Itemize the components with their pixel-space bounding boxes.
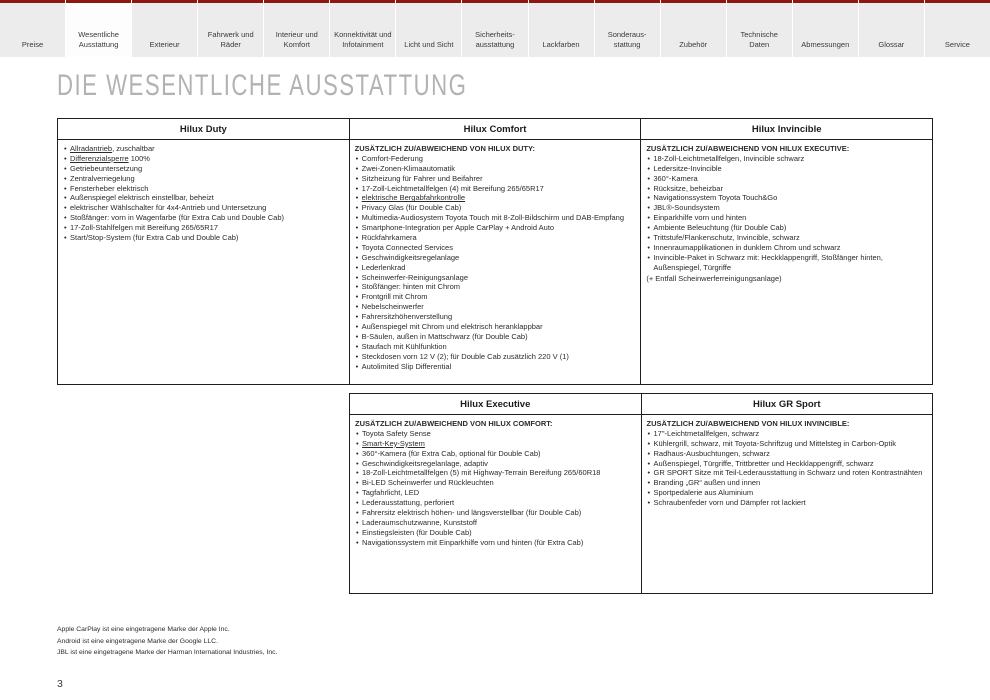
equipment-item: • Außenspiegel elektrisch einstellbar, beheizt [63,193,344,203]
equipment-item: • Sitzheizung für Fahrer und Beifahrer [355,174,636,184]
equipment-item: • Frontgrill mit Chrom [355,292,636,302]
equipment-item: • Geschwindigkeitsregelanlage, adaptiv [355,459,636,469]
equipment-item: • Navigationssystem Toyota Touch&Go [646,193,927,203]
equipment-item: • Multimedia-Audiosystem Toyota Touch mit 8-Zoll-Bildschirm und DAB-Empfang [355,213,636,223]
tab-service[interactable] [925,0,990,57]
tab-label: Interieur und Komfort [275,29,318,49]
equipment-item: • Außenspiegel mit Chrom und elektrisch heranklappbar [355,322,636,332]
column-subtitle: ZUSÄTZLICH ZU/ABWEICHEND VON HILUX EXECUTIVE: [646,144,850,153]
column-title: Hilux Invincible [641,119,932,140]
equipment-item: • Zwei-Zonen-Klimaautomatik [355,164,636,174]
equipment-list [646,154,927,273]
equipment-item: • B-Säulen, außen in Mattschwarz (für Double Cab) [355,332,636,342]
equipment-tables [57,118,933,594]
equipment-item: • Lederlenkrad [355,263,636,273]
tab-konnektivit-t-und-infotainment[interactable] [330,0,395,57]
equipment-item: • Steckdosen vorn 12 V (2); für Double Cab zusätzlich 220 V (1) [355,352,636,362]
tab-label: Preise [21,39,44,49]
column-note: (+ Entfall Scheinwerferreinigungsanlage) [646,273,782,283]
column-hilux-executive [350,394,642,593]
glossary-link[interactable]: Allradantrieb [70,144,113,153]
column-body [350,415,641,593]
column-title: Hilux Executive [350,394,641,415]
tab-label: Abmessungen [801,39,850,49]
tab-label: Zubehör [679,39,708,49]
column-subtitle: ZUSÄTZLICH ZU/ABWEICHEND VON HILUX DUTY: [354,144,535,153]
equipment-item: • Radhaus-Ausbuchtungen, schwarz [647,449,928,459]
equipment-item: • Schraubenfeder vorn und Dämpfer rot lackiert [647,498,928,508]
equipment-item: • Fahrersitz elektrisch höhen- und längsverstellbar (für Double Cab) [355,508,636,518]
tab-sonderaus-stattung[interactable] [595,0,660,57]
equipment-item: • Außenspiegel, Türgriffe, Trittbretter und Heckklappengriff, schwarz [647,459,928,469]
main-content [0,57,990,624]
column-title: Hilux Duty [58,119,349,140]
equipment-item: • 17"-Leichtmetallfelgen, schwarz [647,429,928,439]
equipment-item: • Rückfahrkamera [355,233,636,243]
equipment-item: • Einparkhilfe vorn und hinten [646,213,927,223]
tab-glossar[interactable] [859,0,924,57]
equipment-item: • Toyota Safety Sense [355,429,636,439]
tab-bar [0,0,990,57]
equipment-item: • Navigationssystem mit Einparkhilfe vorn und hinten (für Extra Cab) [355,538,636,548]
page-footer [0,624,990,700]
equipment-item: • 18-Zoll-Leichtmetallfelgen (5) mit Highway-Terrain Bereifung 265/60R18 [355,468,636,478]
column-body [641,140,932,384]
equipment-item: • Branding „GR“ außen und innen [647,478,928,488]
equipment-item: • Laderaumschutzwanne, Kunststoff [355,518,636,528]
column-body [350,140,641,384]
tab-zubeh-r[interactable] [661,0,726,57]
footnotes [57,624,933,658]
equipment-item: • Rücksitze, beheizbar [646,184,927,194]
equipment-item: • Autolimited Slip Differential [355,362,636,372]
column-hilux-comfort [350,119,642,384]
tab-wesentliche-ausstattung[interactable] [66,0,131,57]
tab-label: Sicherheits-ausstattung [475,29,515,49]
equipment-item: • Start/Stop-System (für Extra Cab und Double Cab) [63,233,344,243]
column-subtitle: ZUSÄTZLICH ZU/ABWEICHEND VON HILUX COMFORT: [355,419,553,428]
tab-exterieur[interactable] [132,0,197,57]
equipment-list [63,144,344,243]
equipment-item: • Zentralverriegelung [63,174,344,184]
tab-abmessungen[interactable] [793,0,858,57]
footnote: Apple CarPlay ist eine eingetragene Marke der Apple Inc. [57,626,230,634]
equipment-item: • Sportpedalerie aus Aluminium [647,488,928,498]
equipment-item: • 17-Zoll-Stahlfelgen mit Bereifung 265/65R17 [63,223,344,233]
equipment-table-2 [349,393,933,594]
equipment-item: • Fahrersitzhöhenverstellung [355,312,636,322]
tab-label: Lackfarben [542,39,580,49]
tab-label: Exterieur [149,39,180,49]
equipment-item: • Smartphone-Integration per Apple CarPlay + Android Auto [355,223,636,233]
equipment-item: • GR SPORT Sitze mit Teil-Lederausstattung in Schwarz und roten Kontrastnähten [647,468,928,478]
column-hilux-invincible [641,119,932,384]
page-title: DIE WESENTLICHE AUSSTATTUNG [57,69,468,102]
equipment-item: • Stoßfänger: hinten mit Chrom [355,282,636,292]
tab-label: Wesentliche Ausstattung [78,29,119,49]
equipment-item: • Invincible-Paket in Schwarz mit: Heckklappengriff, Stoßfänger hinten, Außenspiegel, Türgriffe [646,253,927,273]
equipment-item: • 17-Zoll-Leichtmetallfelgen (4) mit Bereifung 265/65R17 [355,184,636,194]
equipment-item: • Differenzialsperre 100% [63,154,344,164]
equipment-item: • Privacy Glas (für Double Cab) [355,203,636,213]
equipment-item: • Nebelscheinwerfer [355,302,636,312]
equipment-item: • Toyota Connected Services [355,243,636,253]
footnote: Android ist eine eingetragene Marke der Google LLC. [57,637,218,645]
tab-label: Technische Daten [740,29,778,49]
tab-label: Fahrwerk und Räder [207,29,254,49]
page-number: 3 [57,678,63,690]
equipment-table-1 [57,118,933,385]
equipment-item: • 360°-Kamera [646,174,927,184]
tab-preise[interactable] [0,0,65,57]
equipment-item [355,193,636,203]
equipment-item: • Einstiegsleisten (für Double Cab) [355,528,636,538]
column-hilux-duty [58,119,350,384]
equipment-item: • Ambiente Beleuchtung (für Double Cab) [646,223,927,233]
equipment-item: • Tagfahrlicht, LED [355,488,636,498]
tab-interieur-und-komfort[interactable] [264,0,329,57]
equipment-list [647,429,928,508]
equipment-item: • Ledersitze-Invincible [646,164,927,174]
column-subtitle: ZUSÄTZLICH ZU/ABWEICHEND VON HILUX INVINCIBLE: [646,419,850,428]
tab-lackfarben[interactable] [529,0,594,57]
equipment-item: • Fensterheber elektrisch [63,184,344,194]
equipment-item [355,439,636,449]
equipment-item: • elektrischer Wählschalter für 4x4-Antrieb und Untersetzung [63,203,344,213]
equipment-item: • Trittstufe/Flankenschutz, Invincible, schwarz [646,233,927,243]
tab-label: Sonderaus-stattung [607,29,647,49]
column-body [642,415,933,593]
column-title: Hilux Comfort [350,119,641,140]
equipment-list [355,154,636,372]
tab-label: Licht und Sicht [404,39,454,49]
equipment-item: • Allradantrieb, zuschaltbar [63,144,344,154]
tab-label: Glossar [878,39,905,49]
glossary-link[interactable]: Differenzialsperre [70,153,129,163]
equipment-item: • Scheinwerfer-Reinigungsanlage [355,273,636,283]
equipment-item: • Staufach mit Kühlfunktion [355,342,636,352]
equipment-item: • 360°-Kamera (für Extra Cab, optional für Double Cab) [355,449,636,459]
equipment-item: • Comfort-Federung [355,154,636,164]
equipment-item: • Lederausstattung, perforiert [355,498,636,508]
column-hilux-gr-sport [642,394,933,593]
equipment-item: • Getriebeuntersetzung [63,164,344,174]
tab-fahrwerk-und-r-der[interactable] [198,0,263,57]
column-body [58,140,349,384]
footnote: JBL ist eine eingetragene Marke der Harman International Industries, Inc. [57,648,278,656]
column-title: Hilux GR Sport [642,394,933,415]
tab-technische-daten[interactable] [727,0,792,57]
equipment-item: • Stoßfänger: vorn in Wagenfarbe (für Extra Cab und Double Cab) [63,213,344,223]
equipment-item: • Bi-LED Scheinwerfer und Rückleuchten [355,478,636,488]
equipment-item: • JBL®-Soundsystem [646,203,927,213]
equipment-item: • Innenraumapplikationen in dunklem Chrom und schwarz [646,243,927,253]
equipment-item: • Kühlergrill, schwarz, mit Toyota-Schriftzug und Mittelsteg in Carbon-Optik [647,439,928,449]
equipment-item: • 18-Zoll-Leichtmetallfelgen, Invincible schwarz [646,154,927,164]
tab-licht-und-sicht[interactable] [396,0,461,57]
equipment-item: • Geschwindigkeitsregelanlage [355,253,636,263]
equipment-list [355,429,636,548]
glossary-link[interactable]: elektrische Bergabfahrkontrolle [361,193,466,203]
tab-sicherheits-ausstattung[interactable] [462,0,527,57]
glossary-link[interactable]: Smart-Key-System [362,438,425,448]
tab-label: Konnektivität und Infotainment [334,29,392,49]
tab-label: Service [944,39,970,49]
